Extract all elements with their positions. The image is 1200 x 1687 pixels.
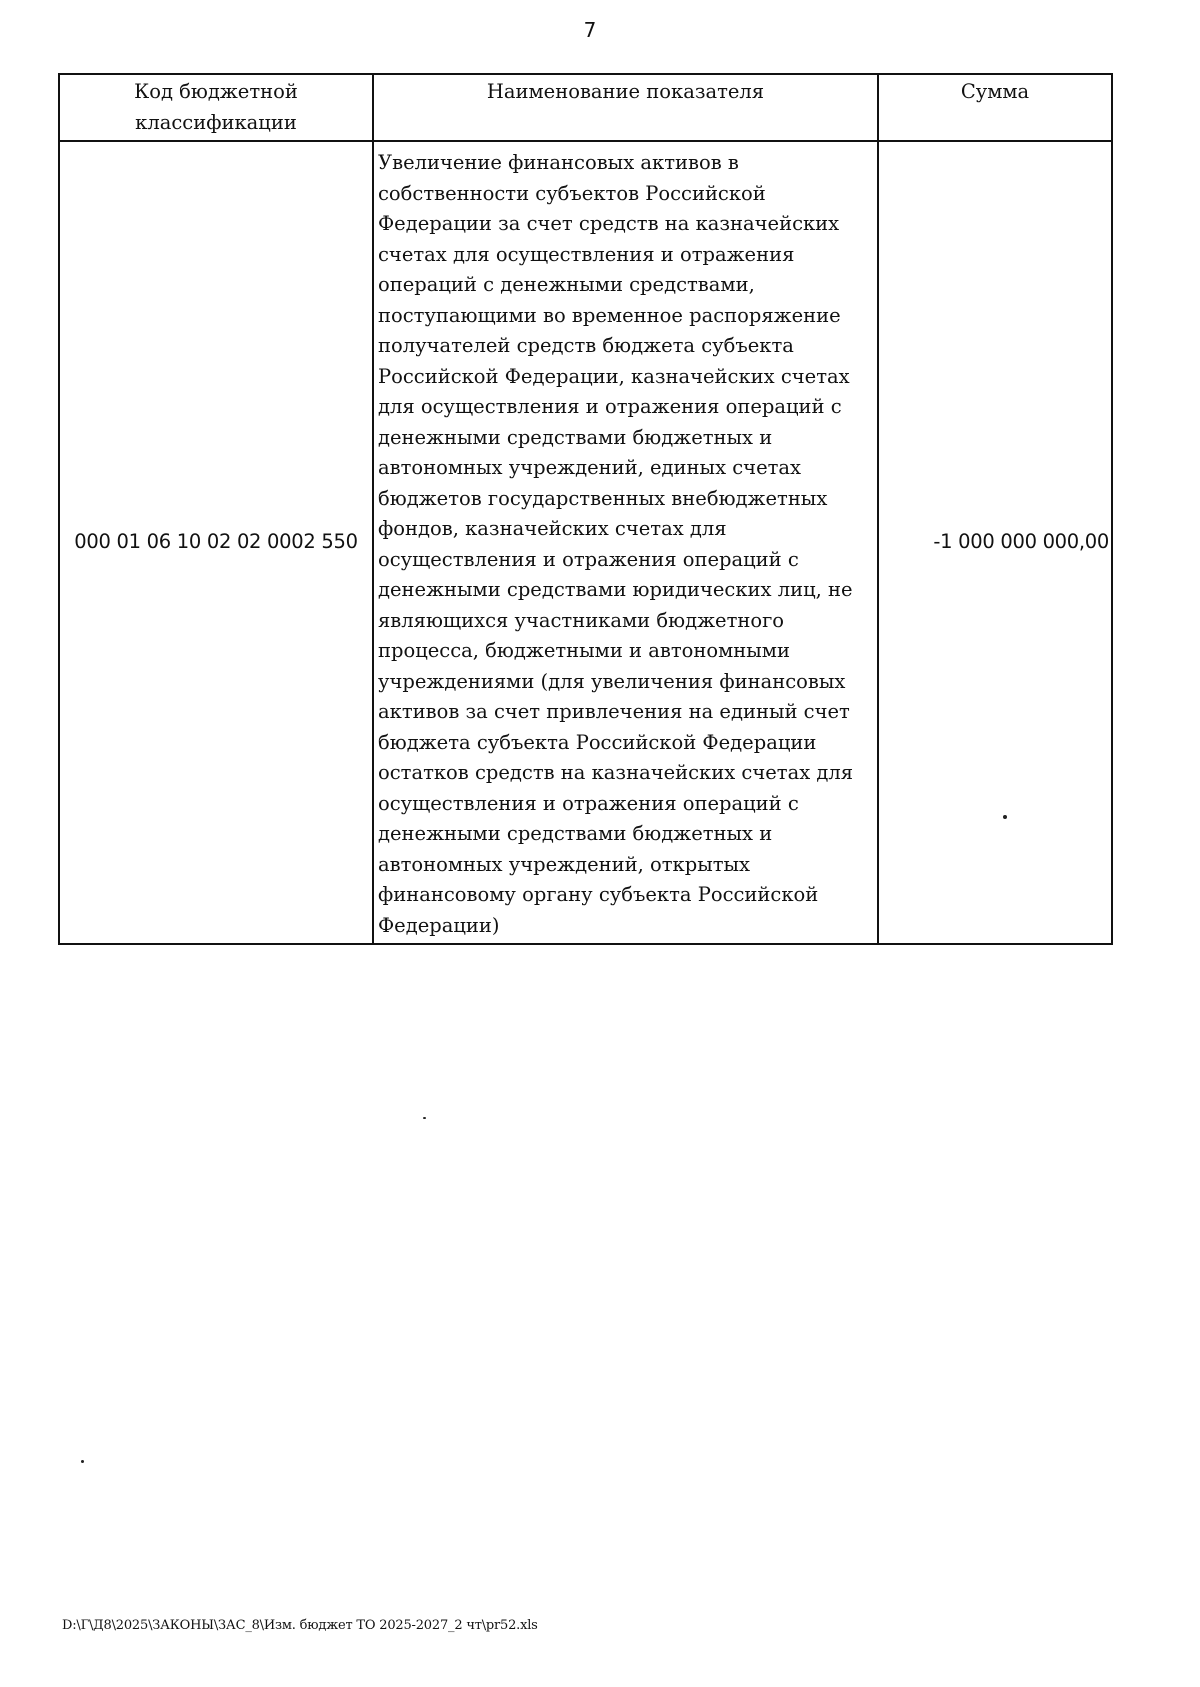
table-header-row [59,74,1112,141]
page-number: 7 [583,18,597,42]
scan-speck [1003,815,1007,819]
row-code-cell: 000 01 06 10 02 02 0002 550 [59,141,373,944]
budget-table [58,73,1113,945]
table-row [59,141,1112,944]
header-sum: Сумма [878,74,1112,141]
scan-speck [81,1460,84,1463]
row-sum-cell: -1 000 000 000,00 [878,141,1112,944]
file-path: D:\Г\Д8\2025\ЗАКОНЫ\ЗАС_8\Изм. бюджет ТО 2025-2027_2 чт\pr52.xls [62,1618,538,1633]
header-code: Код бюджетной классификации [59,74,373,141]
scan-speck [423,1117,426,1119]
row-name-cell: Увеличение финансовых активов в собственности субъектов Российской Федерации за счет средств на казначейских счетах для осуществления и отражения операций с денежными средствами, поступающими во временное распоряжение получателей средств бюджета субъекта Российской Федерации, казначейских счетах для осуществления и отражения операций с денежными средствами бюджетных и автономных учреждений, единых счетах бюджетов государственных внебюджетных фондов, казначейских счетах для осуществления и отражения операций с денежными средствами юридических лиц, не являющихся участниками бюджетного процесса, бюджетными и автономными учреждениями (для увеличения финансовых активов за счет привлечения на единый счет бюджета субъекта Российской Федерации остатков средств на казначейских счетах для осуществления и отражения операций с денежными средствами бюджетных и автономных учреждений, открытых финансовому органу субъекта Российской Федерации) [373,141,878,944]
header-name: Наименование показателя [373,74,878,141]
